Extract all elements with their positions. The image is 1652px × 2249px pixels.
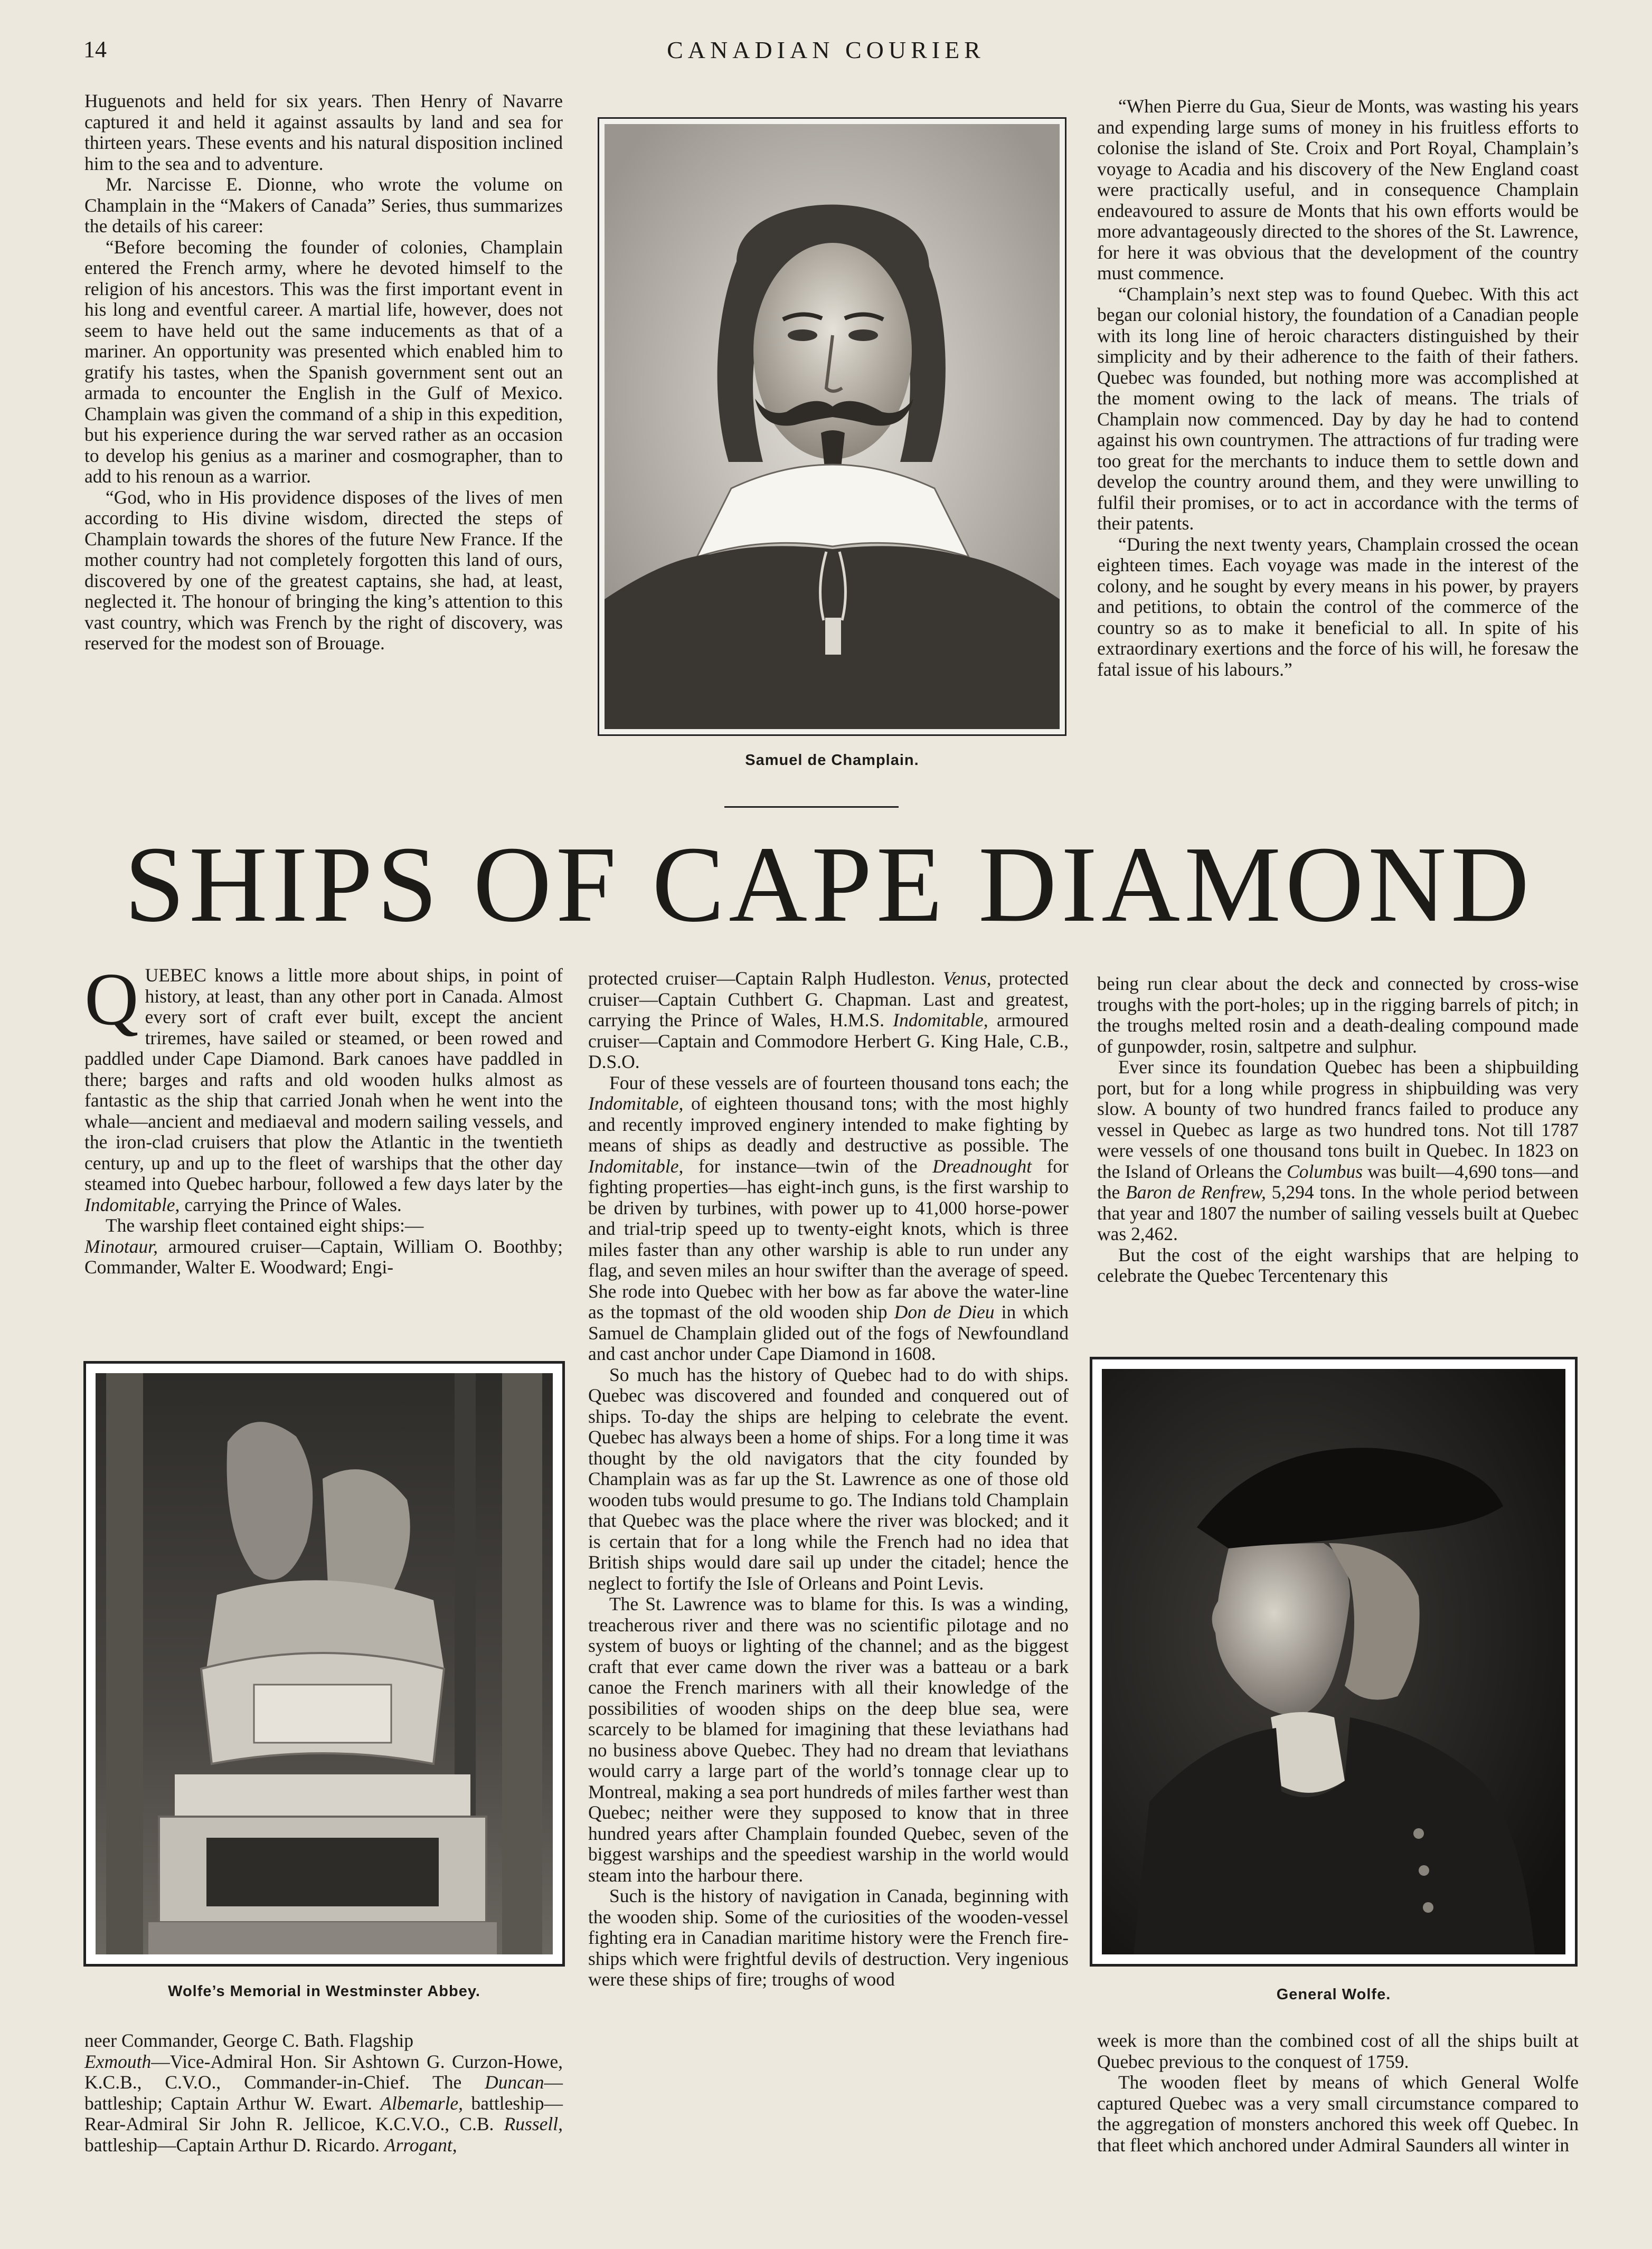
paragraph: Four of these vessels are of fourteen thousand tons each; the Indomitable, of eighteen thousand tons; with the most highly and recently improved enginery intended to make fighting by means of ships as deadly and destructive as possible. The Indomitable, for instance—twin of the Dreadnought for fighting properties—has eight-inch guns, is the first warship to be driven by turbines, with power up to 41,000 horse-power and trial-trip speed up to twenty-eight knots, which is three miles faster than any other warship is able to run under any flag, and seven miles an hour swifter than the average of speed. She rode into Quebec with her bow as far above the water-line as the topmast of the old wooden ship Don de Dieu in which Samuel de Champlain glided out of the fogs of Newfoundland and cast anchor under Cape Diamond in 1608. xyxy=(588,1072,1069,1364)
article-column-3-bottom xyxy=(1097,2030,1579,2156)
champlain-engraving-image xyxy=(605,124,1060,729)
westminster-memorial-image xyxy=(96,1373,553,1954)
running-head: CANADIAN COURIER xyxy=(667,36,985,63)
paragraph: The wooden fleet by means of which General Wolfe captured Quebec was a very small circumstance compared to the aggregation of monsters anchored this week off Quebec. In that fleet which anchored under Admiral Saunders all winter in xyxy=(1097,2072,1579,2156)
paragraph: Huguenots and held for six years. Then Henry of Navarre captured it and held it against assaults by land and sea for thirteen years. These events and his natural disposition inclined him to the sea and to adventure. xyxy=(84,90,563,174)
wolfe-memorial-photo xyxy=(83,1361,565,1967)
paragraph: Ever since its foundation Quebec has been a shipbuilding port, but for a long while progress in shipbuilding was very slow. A bounty of two hundred francs failed to produce any vessel in Quebec as large as two hundred tons. Not till 1787 were vessels of one thousand tons built in Quebec. In 1823 on the Island of Orleans the Columbus was built—4,690 tons—and the Baron de Renfrew, 5,294 tons. In the whole period between that year and 1807 the number of sailing vessels built at Quebec was 2,462. xyxy=(1097,1056,1579,1244)
paragraph: So much has the history of Quebec had to do with ships. Quebec was discovered and founded and conquered out of ships. To-day the ships are helping to celebrate the event. Quebec has always been a home of ships. For a long time it was thought by the old navigators that the city founded by Champlain was as far up the St. Lawrence as one of those old wooden tubs would presume to go. The Indians told Champlain that Quebec was the place where the river was blocked; and it is certain that for a long while the French had no idea that British ships would dare sail up under the citadel; hence the neglect to fortify the Isle of Orleans and Point Levis. xyxy=(588,1364,1069,1594)
general-wolfe-portrait xyxy=(1090,1357,1578,1967)
paragraph: protected cruiser—Captain Ralph Hudleston. Venus, protected cruiser—Captain Cuthbert G. Chapman. Last and greatest, carrying the Prince of Wales, H.M.S. Indomitable, armoured cruiser—Captain and Commodore Herbert G. King Hale, C.B., D.S.O. xyxy=(588,968,1069,1072)
memorial-caption: Wolfe’s Memorial in Westminster Abbey. xyxy=(168,1983,480,2000)
paragraph: being run clear about the deck and connected by cross-wise troughs with the port-holes; up in the rigging barrels of pitch; in the troughs melted rosin and a death-dealing compound made of gunpowder, rosin, saltpetre and sulphur. xyxy=(1097,973,1579,1057)
page-number: 14 xyxy=(83,36,107,62)
drop-cap: Q xyxy=(84,957,139,1041)
paragraph: QUEBEC knows a little more about ships, in point of history, at least, than any other port in Canada. Almost every sort of craft ever built, except the ancient triremes, have sailed or steamed, or been rowed and paddled under Cape Diamond. Bark canoes have paddled in there; barges and rafts and old wooden hulks almost as fantastic as the ship that carried Jonah when he went into the whale—ancient and mediaeval and modern sailing vessels, and the iron-clad cruisers that plow the Atlantic in the twentieth century, up and up to the fleet of warships that the other day steamed into Quebec harbour, followed a few days later by the Indomitable, carrying the Prince of Wales. xyxy=(84,957,563,1215)
paragraph: “Champlain’s next step was to found Quebec. With this act began our colonial history, the foundation of a Canadian people with its long line of heroic characters distinguished by their simplicity and by their adherence to the faith of their fathers. Quebec was founded, but nothing more was accomplished at the moment owing to the lack of means. The trials of Champlain now commenced. Day by day he had to contend against his own countrymen. The attractions of fur trading were too great for the merchants to induce them to settle down and develop the country around them, and they were unwilling to fulfil their promises, or to act in accordance with the terms of their patents. xyxy=(1097,283,1579,534)
paragraph: Mr. Narcisse E. Dionne, who wrote the volume on Champlain in the “Makers of Canada” Series, thus summarizes the details of his career: xyxy=(84,174,563,237)
top-left-column xyxy=(84,91,563,654)
paragraph: “God, who in His providence disposes of the lives of men according to His divine wisdom, directed the steps of Champlain towards the shores of the future New France. If the mother country had not completely forgotten this land of ours, discovered by one of the greatest captains, she had, at least, neglected it. The honour of bringing the king’s attention to this vast country, which was French by the right of discovery, was reserved for the modest son of Brouage. xyxy=(84,486,563,654)
wolfe-caption: General Wolfe. xyxy=(1276,1986,1391,2003)
page-header xyxy=(0,36,1652,73)
champlain-portrait xyxy=(598,117,1066,736)
article-column-1-bottom xyxy=(84,2030,563,2156)
paragraph: week is more than the combined cost of all the ships built at Quebec previous to the conquest of 1759. xyxy=(1097,2030,1579,2072)
paragraph: “During the next twenty years, Champlain crossed the ocean eighteen times. Each voyage was made in the interest of the colony, and he sought by every means in his power, by prayers and petitions, to obtain the control of the commerce of the country so as to make it beneficial to all. In spite of his extraordinary exertions and the force of his will, he foresaw the fatal issue of his labours.” xyxy=(1097,533,1579,680)
article-column-3-top xyxy=(1097,974,1579,1287)
article-headline: SHIPS OF CAPE DIAMOND xyxy=(124,824,1534,944)
paragraph: The warship fleet contained eight ships:— Minotaur, armoured cruiser—Captain, William O. Boothby; Commander, Walter E. Woodward; Engi- xyxy=(84,1215,563,1278)
article-column-1-top xyxy=(84,957,563,1278)
paragraph: neer Commander, George C. Bath. Flagship Exmouth—Vice-Admiral Hon. Sir Ashtown G. Curzon-Howe, K.C.B., C.V.O., Commander-in-Chief. The Duncan—battleship; Captain Arthur W. Ewart. Albemarle, battleship—Rear-Admiral Sir John R. Jellicoe, K.C.V.O., C.B. Russell, battleship—Captain Arthur D. Ricardo. Arrogant, xyxy=(84,2030,563,2156)
paragraph: “When Pierre du Gua, Sieur de Monts, was wasting his years and expending large sums of money in his fruitless efforts to colonise the island of Ste. Croix and Port Royal, Champlain’s voyage to Acadia and his discovery of the New England coast were practically useful, and in consequence Champlain endeavoured to assure de Monts that his own efforts would be more advantageously directed to the shores of the St. Lawrence, for here it was obvious that the development of the country must commence. xyxy=(1097,96,1579,284)
champlain-caption: Samuel de Champlain. xyxy=(745,752,919,769)
paragraph: The St. Lawrence was to blame for this. Is was a winding, treacherous river and there was no scientific pilotage and no system of buoys or lighting of the channel; and as the biggest craft that ever came down the river was a batteau or a bark canoe the French mariners with all their knowledge of the possibilities of wooden ships on the deep blue sea, were scarcely to be blamed for imagining that these leviathans had no business above Quebec. They had no dream that leviathans would carry a large part of the world’s tonnage clear up to Montreal, making a sea port hundreds of miles farther west than Quebec; neither were they supposed to know that in three hundred years after Champlain founded Quebec, seven of the biggest warships and the speediest warship in the world would steam into the harbour there. xyxy=(588,1593,1069,1886)
divider-rule xyxy=(724,806,899,808)
paragraph: “Before becoming the founder of colonies, Champlain entered the French army, where he devoted himself to the religion of his ancestors. This was the first important event in his long and eventful career. A martial life, however, does not seem to have held out the same inducements as that of a mariner. An opportunity was presented which enabled him to gratify his tastes, when the Spanish government sent out an armada to encounter the English in the Gulf of Mexico. Champlain was given the command of a ship in this expedition, but his experience during the war served rather as an occasion to develop his genius as a mariner and cosmographer, than to add to his renoun as a warrior. xyxy=(84,236,563,487)
wolfe-painting-image xyxy=(1102,1369,1565,1954)
paragraph: But the cost of the eight warships that are helping to celebrate the Quebec Tercentenary this xyxy=(1097,1244,1579,1286)
top-right-column xyxy=(1097,96,1579,680)
paragraph: Such is the history of navigation in Canada, beginning with the wooden ship. Some of the curiosities of the wooden-vessel fighting era in Canadian maritime history were the French fire-ships which were frightful devils of destruction. Very ingenious were these ships of fire; troughs of wood xyxy=(588,1885,1069,1990)
article-column-2 xyxy=(588,968,1069,1990)
